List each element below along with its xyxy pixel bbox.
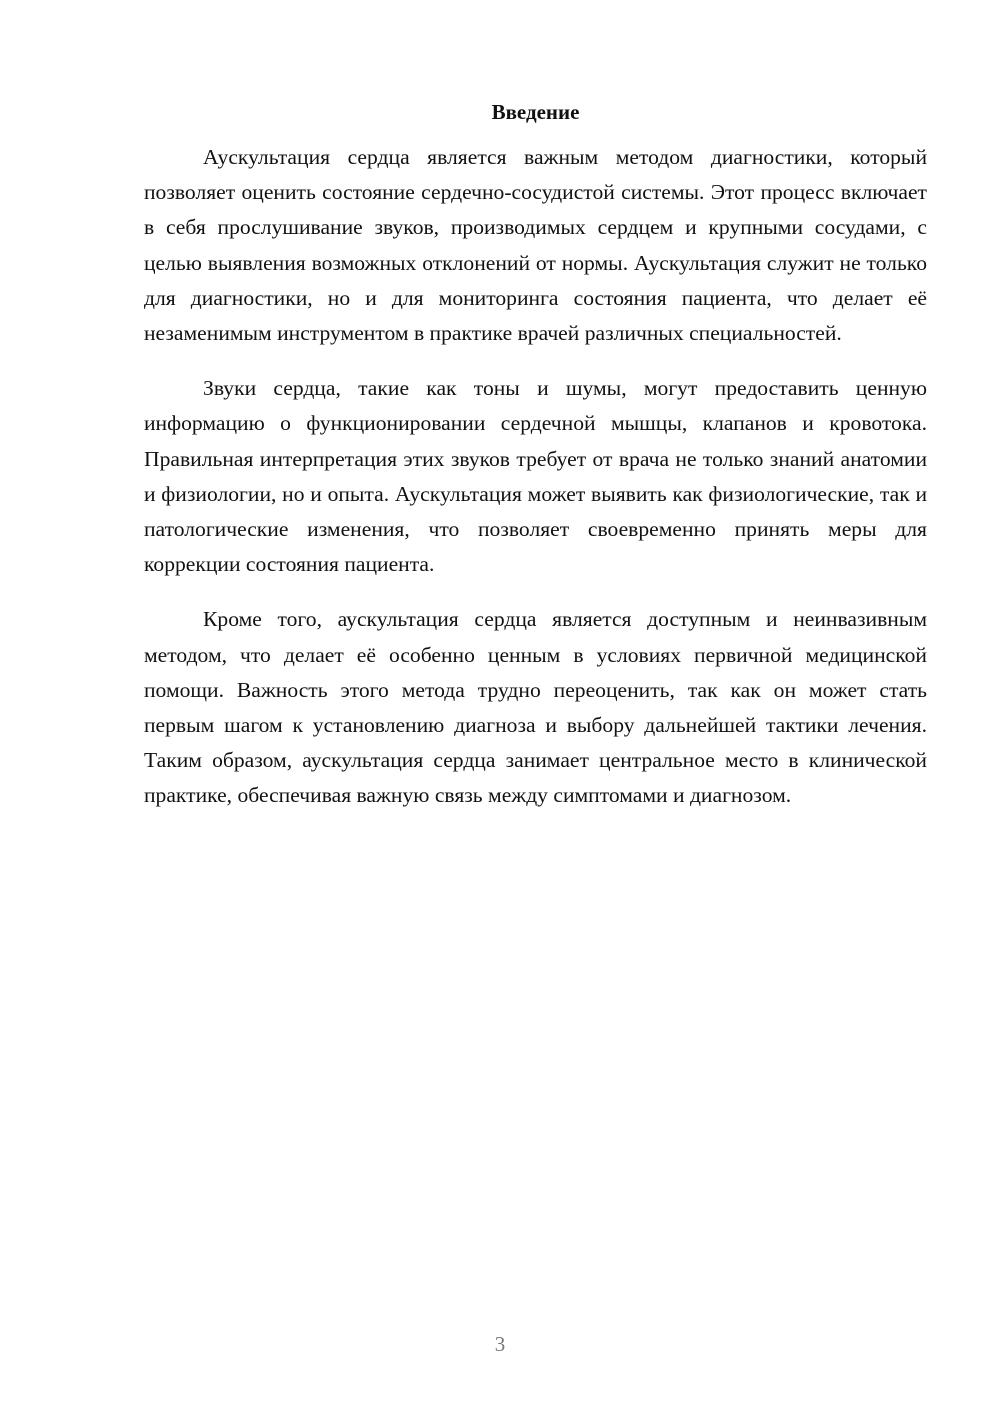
section-heading: Введение	[491, 100, 580, 124]
paragraph-1: Аускультация сердца является важным методом диагностики, который позволяет оценить состояние сердечно-сосудистой системы. Этот процесс включает в себя прослушивание звуков, производимых сердцем и крупными сосудами, с целью выявления возможных отклонений от нормы. Аускультация служит не только для диагностики, но и для мониторинга состояния пациента, что делает её незаменимым инструментом в практике врачей различных специальностей.	[144, 145, 927, 346]
paragraph-3: Кроме того, аускультация сердца является доступным и неинвазивным методом, что делает её особенно ценным в условиях первичной медицинской помощи. Важность этого метода трудно переоценить, так как он может стать первым шагом к установлению диагноза и выбору дальнейшей тактики лечения. Таким образом, аускультация сердца занимает центральное место в клинической практике, обеспечивая важную связь между симптомами и диагнозом.	[144, 607, 927, 808]
page-content	[144, 96, 927, 834]
paragraph-2: Звуки сердца, такие как тоны и шумы, могут предоставить ценную информацию о функционировании сердечной мышцы, клапанов и кровотока. Правильная интерпретация этих звуков требует от врача не только знаний анатомии и физиологии, но и опыта. Аускультация может выявить как физиологические, так и патологические изменения, что позволяет своевременно принять меры для коррекции состояния пациента.	[144, 376, 927, 577]
page-number: 3	[494, 1332, 506, 1356]
